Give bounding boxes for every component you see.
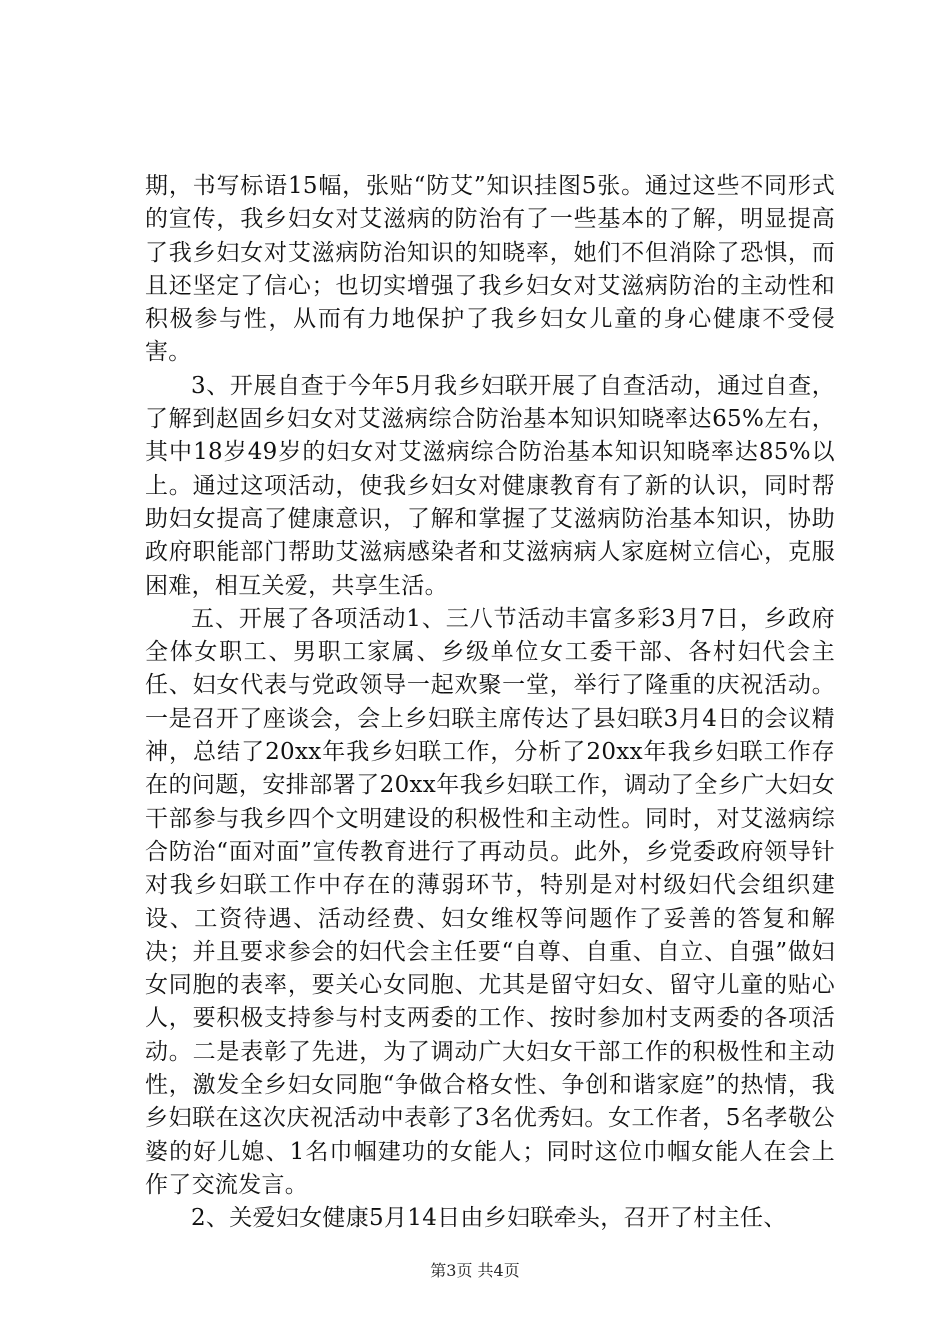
document-body xyxy=(145,170,835,1236)
paragraph-activities: 五、开展了各项活动1、三八节活动丰富多彩3月7日，乡政府全体女职工、男职工家属、乡级单位女工委干部、各村妇代会主任、妇女代表与党政领导一起欢聚一堂，举行了隆重的庆祝活动。一是召开了座谈会，会上乡妇联主席传达了县妇联3月4日的会议精神，总结了20xx年我乡妇联工作，分析了20xx年我乡妇联工作存在的问题，安排部署了20xx年我乡妇联工作，调动了全乡广大妇女干部参与我乡四个文明建设的积极性和主动性。同时，对艾滋病综合防治“面对面”宣传教育进行了再动员。此外，乡党委政府领导针对我乡妇联工作中存在的薄弱环节，特别是对村级妇代会组织建设、工资待遇、活动经费、妇女维权等问题作了妥善的答复和解决；并且要求参会的妇代会主任要“自尊、自重、自立、自强”做妇女同胞的表率，要关心女同胞、尤其是留守妇女、留守儿童的贴心人，要积极支持参与村支两委的工作、按时参加村支两委的各项活动。二是表彰了先进，为了调动广大妇女干部工作的积极性和主动性，激发全乡妇女同胞“争做合格女性、争创和谐家庭”的热情，我乡妇联在这次庆祝活动中表彰了3名优秀妇。女工作者，5名孝敬公婆的好儿媳、1名巾帼建功的女能人；同时这位巾帼女能人在会上作了交流发言。 xyxy=(145,605,835,1198)
page-number-footer: 第3页 共4页 xyxy=(430,1261,520,1280)
paragraph-awareness-campaign: 期，书写标语15幅，张贴“防艾”知识挂图5张。通过这些不同形式的宣传，我乡妇女对艾滋病的防治有了一些基本的了解，明显提高了我乡妇女对艾滋病防治知识的知晓率，她们不但消除了恐惧，而且还坚定了信心；也切实增强了我乡妇女对艾滋病防治的主动性和积极参与性，从而有力地保护了我乡妇女儿童的身心健康不受侵害。 xyxy=(145,173,835,366)
paragraph-self-inspection: 3、开展自查于今年5月我乡妇联开展了自查活动，通过自查，了解到赵固乡妇女对艾滋病综合防治基本知识知晓率达65%左右，其中18岁49岁的妇女对艾滋病综合防治基本知识知晓率达85%以上。通过这项活动，使我乡妇女对健康教育有了新的认识，同时帮助妇女提高了健康意识，了解和掌握了艾滋病防治基本知识，协助政府职能部门帮助艾滋病感染者和艾滋病病人家庭树立信心，克服困难，相互关爱，共享生活。 xyxy=(145,372,835,599)
paragraph-women-health: 2、关爱妇女健康5月14日由乡妇联牵头，召开了村主任、 xyxy=(191,1205,787,1232)
